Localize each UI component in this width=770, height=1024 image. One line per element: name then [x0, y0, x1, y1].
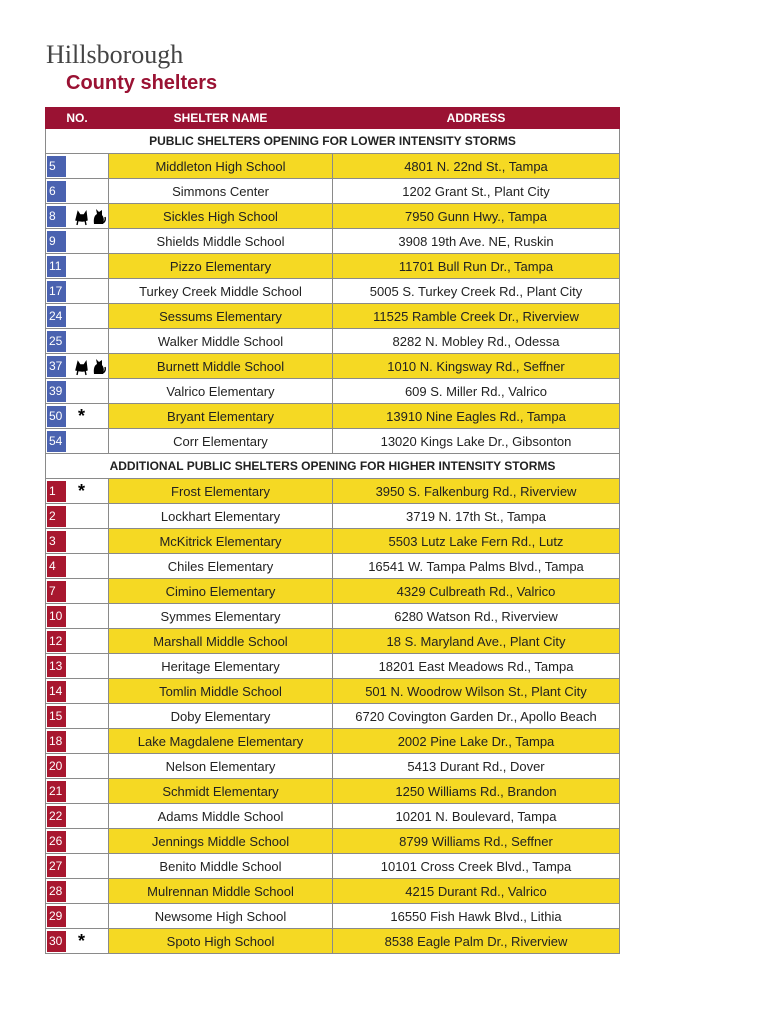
table-row — [46, 779, 620, 804]
shelter-address-cell: 501 N. Woodrow Wilson St., Plant City — [333, 679, 620, 704]
header-shelter-name: SHELTER NAME — [109, 108, 333, 129]
shelter-number-cell — [46, 429, 109, 454]
shelter-address-cell: 4801 N. 22nd St., Tampa — [333, 154, 620, 179]
shelter-number-badge: 17 — [47, 281, 66, 302]
shelter-number-cell — [46, 779, 109, 804]
subtitle-shelters: shelters — [134, 72, 218, 94]
shelter-number-badge: 13 — [47, 656, 66, 677]
shelter-number-badge: 10 — [47, 606, 66, 627]
shelter-number-cell — [46, 404, 109, 429]
shelter-number-badge: 22 — [47, 806, 66, 827]
shelter-number-badge: 30 — [47, 931, 66, 952]
table-row — [46, 479, 620, 504]
shelter-name-cell: Corr Elementary — [109, 429, 333, 454]
shelter-number-cell — [46, 329, 109, 354]
shelter-address-cell: 1202 Grant St., Plant City — [333, 179, 620, 204]
table-row — [46, 404, 620, 429]
shelter-number-cell — [46, 179, 109, 204]
shelter-name-cell: Benito Middle School — [109, 854, 333, 879]
shelter-number-cell — [46, 679, 109, 704]
shelter-address-cell: 1250 Williams Rd., Brandon — [333, 779, 620, 804]
shelter-address-cell: 6280 Watson Rd., Riverview — [333, 604, 620, 629]
shelter-name-cell: Symmes Elementary — [109, 604, 333, 629]
shelter-name-cell: Simmons Center — [109, 179, 333, 204]
shelter-address-cell: 3908 19th Ave. NE, Ruskin — [333, 229, 620, 254]
shelter-number-badge: 3 — [47, 531, 66, 552]
shelter-name-cell: Shields Middle School — [109, 229, 333, 254]
shelter-name-cell: Mulrennan Middle School — [109, 879, 333, 904]
shelters-table — [45, 107, 620, 954]
shelter-number-cell — [46, 879, 109, 904]
shelter-address-cell: 2002 Pine Lake Dr., Tampa — [333, 729, 620, 754]
shelter-name-cell: Heritage Elementary — [109, 654, 333, 679]
shelter-name-cell: Lockhart Elementary — [109, 504, 333, 529]
shelter-name-cell: McKitrick Elementary — [109, 529, 333, 554]
shelter-number-badge: 8 — [47, 206, 66, 227]
shelter-name-cell: Cimino Elementary — [109, 579, 333, 604]
shelter-number-cell — [46, 479, 109, 504]
shelter-name-cell: Newsome High School — [109, 904, 333, 929]
shelter-number-badge: 20 — [47, 756, 66, 777]
table-row — [46, 504, 620, 529]
subtitle-county: County — [66, 72, 135, 94]
table-row — [46, 654, 620, 679]
shelter-address-cell: 4215 Durant Rd., Valrico — [333, 879, 620, 904]
header-no: NO. — [46, 108, 109, 129]
table-row — [46, 354, 620, 379]
shelter-address-cell: 4329 Culbreath Rd., Valrico — [333, 579, 620, 604]
shelter-address-cell: 16550 Fish Hawk Blvd., Lithia — [333, 904, 620, 929]
shelter-name-cell: Nelson Elementary — [109, 754, 333, 779]
shelter-number-badge: 29 — [47, 906, 66, 927]
shelter-address-cell: 5005 S. Turkey Creek Rd., Plant City — [333, 279, 620, 304]
shelter-name-cell: Jennings Middle School — [109, 829, 333, 854]
shelter-address-cell: 609 S. Miller Rd., Valrico — [333, 379, 620, 404]
shelter-name-cell: Tomlin Middle School — [109, 679, 333, 704]
shelter-name-cell: Pizzo Elementary — [109, 254, 333, 279]
table-row — [46, 179, 620, 204]
table-row — [46, 254, 620, 279]
shelter-number-badge: 4 — [47, 556, 66, 577]
table-row — [46, 929, 620, 954]
shelter-number-badge: 12 — [47, 631, 66, 652]
table-row — [46, 704, 620, 729]
shelter-number-badge: 26 — [47, 831, 66, 852]
shelter-number-badge: 18 — [47, 731, 66, 752]
table-row — [46, 854, 620, 879]
shelter-name-cell: Marshall Middle School — [109, 629, 333, 654]
shelter-number-cell — [46, 629, 109, 654]
shelter-name-cell: Middleton High School — [109, 154, 333, 179]
shelter-address-cell: 8538 Eagle Palm Dr., Riverview — [333, 929, 620, 954]
table-row — [46, 604, 620, 629]
shelter-number-badge: 11 — [47, 256, 66, 277]
shelter-number-cell — [46, 354, 109, 379]
table-header-row — [46, 108, 620, 129]
shelter-address-cell: 1010 N. Kingsway Rd., Seffner — [333, 354, 620, 379]
table-row — [46, 829, 620, 854]
shelter-name-cell: Schmidt Elementary — [109, 779, 333, 804]
table-body — [46, 129, 620, 954]
table-row — [46, 204, 620, 229]
shelter-number-cell — [46, 304, 109, 329]
shelter-name-cell: Chiles Elementary — [109, 554, 333, 579]
shelter-number-cell — [46, 929, 109, 954]
shelter-address-cell: 10101 Cross Creek Blvd., Tampa — [333, 854, 620, 879]
shelter-name-cell: Turkey Creek Middle School — [109, 279, 333, 304]
shelter-number-badge: 28 — [47, 881, 66, 902]
shelter-number-badge: 27 — [47, 856, 66, 877]
shelter-address-cell: 16541 W. Tampa Palms Blvd., Tampa — [333, 554, 620, 579]
shelter-number-cell — [46, 204, 109, 229]
shelter-address-cell: 8799 Williams Rd., Seffner — [333, 829, 620, 854]
section-header-row — [46, 454, 620, 479]
shelter-number-cell — [46, 379, 109, 404]
shelter-number-cell — [46, 604, 109, 629]
shelter-number-badge: 7 — [47, 581, 66, 602]
shelter-number-cell — [46, 729, 109, 754]
pets-allowed-icon — [74, 356, 106, 376]
shelter-address-cell: 6720 Covington Garden Dr., Apollo Beach — [333, 704, 620, 729]
page-title: Hillsborough — [46, 40, 184, 69]
shelter-number-cell — [46, 504, 109, 529]
shelter-number-badge: 14 — [47, 681, 66, 702]
shelter-number-cell — [46, 829, 109, 854]
table-row — [46, 429, 620, 454]
page-subtitle — [66, 72, 217, 95]
shelter-name-cell: Walker Middle School — [109, 329, 333, 354]
table-row — [46, 554, 620, 579]
shelter-address-cell: 7950 Gunn Hwy., Tampa — [333, 204, 620, 229]
shelter-name-cell: Valrico Elementary — [109, 379, 333, 404]
asterisk-icon: * — [78, 931, 86, 951]
asterisk-icon: * — [78, 406, 86, 426]
shelter-address-cell: 18201 East Meadows Rd., Tampa — [333, 654, 620, 679]
pets-allowed-icon — [74, 206, 106, 226]
shelter-address-cell: 10201 N. Boulevard, Tampa — [333, 804, 620, 829]
shelter-address-cell: 13910 Nine Eagles Rd., Tampa — [333, 404, 620, 429]
shelter-number-badge: 25 — [47, 331, 66, 352]
shelter-number-cell — [46, 854, 109, 879]
shelter-address-cell: 11701 Bull Run Dr., Tampa — [333, 254, 620, 279]
shelter-name-cell: Burnett Middle School — [109, 354, 333, 379]
shelter-number-badge: 37 — [47, 356, 66, 377]
asterisk-icon: * — [78, 481, 86, 501]
table-row — [46, 904, 620, 929]
shelter-number-cell — [46, 654, 109, 679]
shelter-number-badge: 2 — [47, 506, 66, 527]
shelter-number-cell — [46, 579, 109, 604]
shelter-address-cell: 18 S. Maryland Ave., Plant City — [333, 629, 620, 654]
section-title: PUBLIC SHELTERS OPENING FOR LOWER INTENSITY STORMS — [46, 129, 620, 154]
shelter-number-badge: 54 — [47, 431, 66, 452]
table-row — [46, 154, 620, 179]
shelter-name-cell: Sessums Elementary — [109, 304, 333, 329]
shelter-number-badge: 21 — [47, 781, 66, 802]
table-row — [46, 529, 620, 554]
shelter-number-badge: 5 — [47, 156, 66, 177]
shelter-address-cell: 8282 N. Mobley Rd., Odessa — [333, 329, 620, 354]
shelter-address-cell: 13020 Kings Lake Dr., Gibsonton — [333, 429, 620, 454]
shelter-number-cell — [46, 154, 109, 179]
table-row — [46, 754, 620, 779]
table-row — [46, 579, 620, 604]
table-row — [46, 304, 620, 329]
shelter-name-cell: Frost Elementary — [109, 479, 333, 504]
table-row — [46, 804, 620, 829]
shelter-name-cell: Doby Elementary — [109, 704, 333, 729]
shelter-address-cell: 3719 N. 17th St., Tampa — [333, 504, 620, 529]
shelter-address-cell: 11525 Ramble Creek Dr., Riverview — [333, 304, 620, 329]
shelter-name-cell: Sickles High School — [109, 204, 333, 229]
shelter-number-cell — [46, 254, 109, 279]
shelter-number-badge: 24 — [47, 306, 66, 327]
shelter-number-badge: 15 — [47, 706, 66, 727]
table-row — [46, 379, 620, 404]
shelter-address-cell: 5503 Lutz Lake Fern Rd., Lutz — [333, 529, 620, 554]
table-row — [46, 879, 620, 904]
shelter-number-cell — [46, 529, 109, 554]
shelter-number-cell — [46, 804, 109, 829]
shelter-number-cell — [46, 704, 109, 729]
section-header-row — [46, 129, 620, 154]
shelter-number-badge: 6 — [47, 181, 66, 202]
shelter-name-cell: Spoto High School — [109, 929, 333, 954]
table-row — [46, 629, 620, 654]
table-row — [46, 729, 620, 754]
shelter-number-cell — [46, 279, 109, 304]
table-row — [46, 229, 620, 254]
shelter-address-cell: 5413 Durant Rd., Dover — [333, 754, 620, 779]
shelter-number-cell — [46, 554, 109, 579]
shelter-number-cell — [46, 904, 109, 929]
header-address: ADDRESS — [333, 108, 620, 129]
shelter-number-badge: 39 — [47, 381, 66, 402]
shelter-name-cell: Lake Magdalene Elementary — [109, 729, 333, 754]
shelter-number-badge: 9 — [47, 231, 66, 252]
shelter-number-badge: 50 — [47, 406, 66, 427]
shelter-number-cell — [46, 754, 109, 779]
table-row — [46, 279, 620, 304]
section-title: ADDITIONAL PUBLIC SHELTERS OPENING FOR HIGHER INTENSITY STORMS — [46, 454, 620, 479]
table-row — [46, 679, 620, 704]
shelter-name-cell: Adams Middle School — [109, 804, 333, 829]
shelter-address-cell: 3950 S. Falkenburg Rd., Riverview — [333, 479, 620, 504]
shelter-number-cell — [46, 229, 109, 254]
table-row — [46, 329, 620, 354]
shelter-number-badge: 1 — [47, 481, 66, 502]
shelter-name-cell: Bryant Elementary — [109, 404, 333, 429]
